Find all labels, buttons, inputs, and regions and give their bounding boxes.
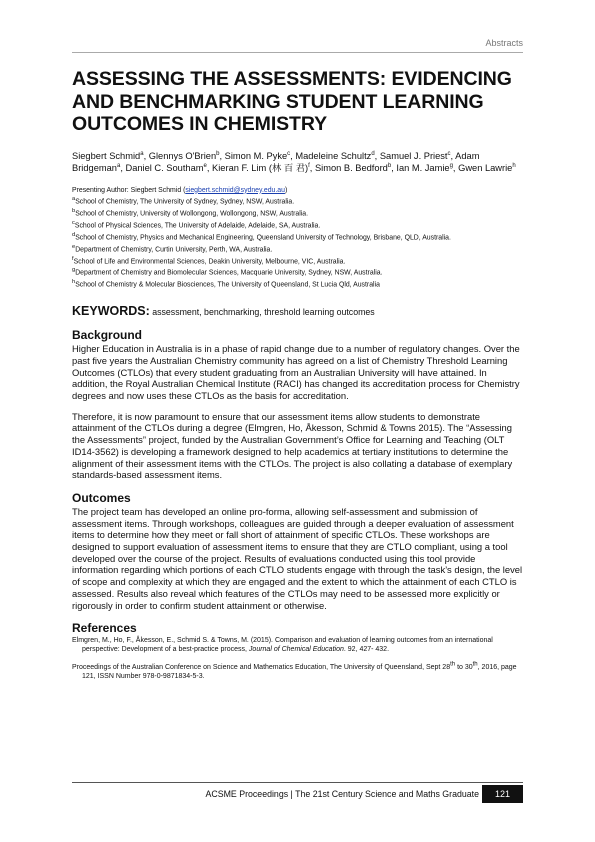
reference-item (72, 663, 524, 681)
affiliation-text: School of Chemistry, Physics and Mechanical Engineering, Queensland University of Technology, Brisbane, QLD, Australia. (75, 234, 451, 242)
article-title: ASSESSING THE ASSESSMENTS: EVIDENCING AND BENCHMARKING STUDENT LEARNING OUTCOMES IN CHEMISTRY (72, 68, 512, 135)
keywords (72, 304, 524, 318)
author-name: Samuel J. Priest (379, 150, 448, 161)
presenting-author-close: ) (284, 186, 288, 194)
keywords-label: KEYWORDS: (72, 304, 150, 319)
background-paragraph-1: Higher Education in Australia is in a phase of rapid change due to a number of regulatory changes. Over the past five years the Australian Chemistry community has agreed on a list of Chemistry Threshold Learning Outcomes (CTLOs) that every student graduating from an Australian University will have attained. In addition, the Royal Australian Chemical Institute (RACI) has changed its accreditation process for Chemistry degrees and now uses these CTLOs as the basis for accreditation. (72, 343, 520, 402)
presenting-author-email[interactable]: siegbert.schmid@sydney.edu.au (185, 186, 285, 194)
author-name: Siegbert Schmid (72, 150, 141, 161)
background-heading: Background (72, 328, 143, 343)
author-affiliation-marker: c (287, 150, 291, 157)
affiliation-text: School of Chemistry, University of Wollongong, Wollongong, NSW, Australia. (75, 210, 309, 218)
affiliation-item (72, 231, 524, 243)
presenting-author (72, 187, 524, 196)
article (72, 68, 524, 681)
author-affiliation-marker: h (512, 162, 516, 169)
affiliation-item (72, 266, 524, 278)
author-affiliation-marker: f (308, 162, 310, 169)
reference-journal: Journal of Chemical Education (248, 646, 344, 654)
affiliation-list (72, 195, 524, 290)
reference-text: , 2016, page 121, ISSN Number 978-0-9871834-5-3. (82, 664, 517, 681)
author-name: Glennys O'Brien (148, 150, 217, 161)
affiliation-item (72, 207, 524, 219)
affiliation-text: School of Chemistry, The University of Sydney, Sydney, NSW, Australia. (75, 198, 295, 206)
author-affiliation-marker: e (203, 162, 207, 169)
author-affiliation-marker: b (216, 150, 220, 157)
affiliation-marker: b (72, 207, 76, 214)
affiliation-item (72, 243, 524, 255)
footer-title: ACSME Proceedings | The 21st Century Science and Maths Graduate (205, 789, 479, 799)
author-affiliation-marker: g (449, 162, 453, 169)
footer-divider (72, 782, 523, 783)
reference-text: to 30 (455, 664, 473, 672)
references-heading: References (72, 621, 137, 636)
presenting-author-label: Presenting Author: Siegbert Schmid ( (72, 186, 186, 194)
author-affiliation-marker: c (447, 150, 451, 157)
affiliation-marker: e (72, 243, 76, 250)
affiliation-text: Department of Chemistry and Biomolecular Sciences, Macquarie University, Sydney, NSW, Australia. (75, 269, 383, 277)
affiliation-text: Department of Chemistry, Curtin University, Perth, WA, Australia. (75, 245, 273, 253)
affiliation-marker: h (72, 279, 76, 286)
header-divider (72, 52, 523, 53)
reference-text: Elmgren, M., Ho, F., Åkesson, E., Schmid S. & Towns, M. (2015). Comparison and evaluation of learning outcomes from an international perspective: Development of a best-practice process, (72, 637, 493, 654)
author-name: Madeleine Schultz (295, 150, 372, 161)
reference-text: Proceedings of the Australian Conference on Science and Mathematics Education, The University of Queensland, Sept 28 (72, 664, 451, 672)
author-name: Ian M. Jamie (396, 163, 450, 173)
section-label: Abstracts (485, 38, 523, 48)
author-list: Siegbert Schmid$^a$, Glennys O'Brien$^b$, Simon M. Pyke$^c$, Madeleine Schultz$^d$, Samuel J. Priest$^c$, Adam Bridgeman$^a$, Daniel C. Southam$^e$, Kieran F. Lim (林 百 君)$^f$, Simon B. Bedford$^b$, Ian M. Jamie$^g$, Gwen Lawrie$^h$ (72, 150, 516, 173)
affiliation-text: School of Life and Environmental Sciences, Deakin University, Melbourne, VIC, Australia. (73, 257, 346, 265)
affiliations (72, 187, 524, 291)
outcomes-heading: Outcomes (72, 490, 131, 505)
affiliation-item (72, 195, 524, 207)
affiliation-marker: a (72, 196, 76, 203)
author-affiliation-marker: a (116, 162, 121, 169)
affiliation-item (72, 278, 524, 290)
affiliation-marker: c (72, 219, 75, 226)
keywords-text: assessment, benchmarking, threshold learning outcomes (149, 307, 375, 318)
outcomes-paragraph: The project team has developed an online pro-forma, allowing self-assessment and submission of assessment items. Through workshops, colleagues are guided through a deeper evaluation of assessment items to determine how they meet or fall short of attainment of specific CTLOs. These workshops are designed to support evaluation of assessment items to ensure that they are CTLO compliant, using a tool developed over the course of the project. Results of evaluations conducted using this tool provide information regarding which portions of each CTLO students engage with through the task’s design, the level of scope and complexity at which they are engaged and the extent to which the attainment of each CTLO is assessed. Results also reveal which features of the CTLOs may need to be assessed more explicitly or rigorously in order to confirm student attainment or otherwise. (72, 505, 523, 611)
affiliation-text: School of Physical Sciences, The University of Adelaide, Adelaide, SA, Australia. (74, 222, 321, 230)
affiliation-item (72, 219, 524, 231)
affiliation-marker: g (72, 267, 76, 274)
author-name: Daniel C. Southam (125, 163, 204, 173)
author-name: Simon M. Pyke (224, 150, 288, 161)
affiliation-marker: f (72, 255, 74, 262)
author-name: Adam Bridgeman (72, 150, 480, 173)
author-affiliation-marker: a (140, 150, 144, 157)
background-paragraph-2: Therefore, it is now paramount to ensure that our assessment items allow students to demonstrate attainment of the CTLOs during a degree (Elmgren, Ho, Åkesson, Schmid & Towns 2015). The “Assessing the Assessments” project, funded by the Australian Government’s Office for Learning and Teaching (OLT ID14-3562) is developing a framework designed to help academics at tertiary institutions to determine the alignment of their assessment items with the CTLOs. The project is also collating a database of exemplary standards-based assessment items. (72, 410, 513, 481)
author-affiliation-marker: d (371, 150, 375, 157)
affiliation-text: School of Chemistry & Molecular Biosciences, The University of Queensland, St Lucia Qld, Australia (75, 281, 380, 289)
superscript: th (472, 661, 478, 668)
reference-item (72, 636, 524, 654)
author-affiliation-marker: b (387, 162, 392, 169)
superscript: th (450, 661, 456, 668)
page-number: 121 (482, 785, 523, 803)
author-name: Kieran F. Lim (林 百 君) (212, 163, 309, 173)
author-name: Simon B. Bedford (314, 163, 388, 173)
affiliation-marker: d (72, 231, 76, 238)
reference-list (72, 636, 524, 681)
affiliation-item (72, 255, 524, 267)
reference-tail: . 92, 427- 432. (343, 646, 390, 654)
author-name: Gwen Lawrie (458, 163, 513, 173)
